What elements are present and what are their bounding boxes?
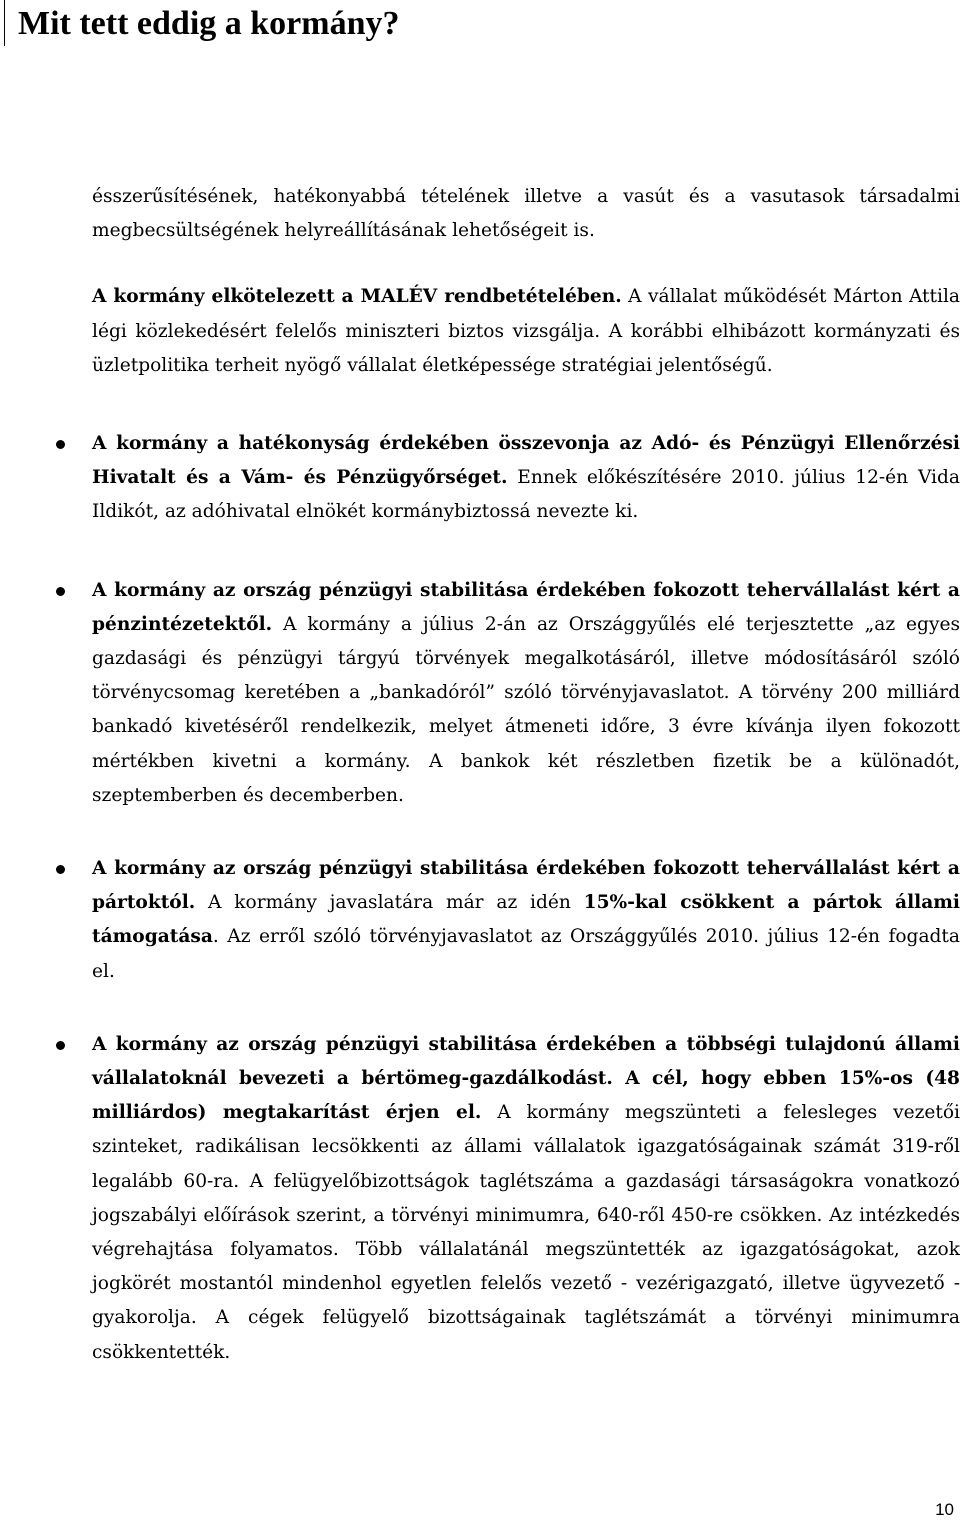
text-segment-bold: A kormány az ország pénzügyi stabilitása érdekében fokozott tehervállalást kért a pártoktól.	[92, 858, 960, 914]
bullet-item-ado-vam	[92, 427, 960, 530]
text-segment-bold: A kormány a hatékonyság érdekében összevonja az Adó- és Pénzügyi Ellenőrzési Hivatalt és a Vám- és Pénzügyőrséget.	[92, 433, 960, 489]
bullet-text	[92, 852, 960, 989]
document-body	[92, 180, 960, 1370]
text-segment: A vállalat működését Márton Attila légi közlekedésért felelős miniszteri biztos vizsgálja. A korábbi elhibázott kormányzati és üzletpolitika terheit nyögő vállalat életképessége stratégiai jelentőségű.	[92, 286, 960, 376]
bullet-dot	[56, 1041, 65, 1050]
text-segment-bold: A kormány az ország pénzügyi stabilitása érdekében a többségi tulajdonú állami vállalatoknál bevezeti a bértömeg-gazdálkodást. A cél, hogy ebben 15%-os (48 milliárdos) megtakarítást érjen el.	[92, 1033, 960, 1124]
text-segment: A kormány a július 2-án az Országgyűlés elé terjesztette „az egyes gazdasági és pénzügyi tárgyú törvények megalkotásáról, illetve módosításáról szóló törvénycsomag keretében a „bankadóról” szóló törvényjavaslatot. A törvény 200 milliárd bankadó kivetéséről rendelkezik, melyet átmeneti időre, 3 évre kívánja ilyen fokozott mértékben kivetni a kormány. A bankok két részletben fizetik be a különadót, szeptemberben és decemberben.	[92, 613, 960, 806]
text-segment-bold: 15%-kal csökkent a pártok állami támogatása	[92, 892, 960, 948]
bullet-item-bertomeg	[92, 1028, 960, 1370]
header-rule	[4, 0, 5, 46]
page-header	[0, 0, 960, 46]
bullet-dot	[56, 587, 65, 596]
page-title: Mit tett eddig a kormány?	[18, 5, 400, 42]
paragraph-malev	[92, 280, 960, 383]
bullet-item-partok	[92, 852, 960, 989]
bullet-text	[92, 574, 960, 813]
bullet-dot	[56, 865, 65, 874]
text-segment: ésszerűsítésének, hatékonyabbá tételének illetve a vasút és a vasutasok társadalmi megbecsültségének helyreállításának lehetőségeit is.	[92, 186, 960, 242]
text-segment-bold: A kormány elkötelezett a MALÉV rendbetételében.	[92, 286, 622, 308]
bullet-dot	[56, 440, 65, 449]
bullet-text	[92, 1028, 960, 1370]
text-segment: . Az erről szóló törvényjavaslatot az Országgyűlés 2010. július 12-én fogadta el.	[92, 926, 960, 982]
text-segment: A kormány megszünteti a felesleges vezetői szinteket, radikálisan lecsökkenti az állami vállalatok igazgatóságainak számát 319-ről legalább 60-ra. A felügyelőbizottságok taglétszáma a gazdasági társaságokra vonatkozó jogszabályi előírások szerint, a törvényi minimumra, 640-ről 450-re csökken. Az intézkedés végrehajtása folyamatos. Több vállalatánál megszüntették az igazgatóságokat, azok jogkörét mostantól mindenhol egyetlen felelős vezető - vezérigazgató, illetve ügyvezető - gyakorolja. A cégek felügyelő bizottságainak taglétszámát a törvényi minimumra csökkentették.	[92, 1102, 960, 1363]
paragraph-vasut	[92, 180, 960, 248]
page-number: 10	[935, 1500, 954, 1519]
text-segment-bold: A kormány az ország pénzügyi stabilitása érdekében fokozott tehervállalást kért a pénzintézetektől.	[92, 579, 960, 635]
text-segment: A kormány javaslatára már az idén	[195, 892, 584, 914]
bullet-text	[92, 427, 960, 530]
bullet-item-bankado	[92, 574, 960, 813]
text-segment: Ennek előkészítésére 2010. július 12-én Vida Ildikót, az adóhivatal elnökét kormánybiztossá nevezte ki.	[92, 467, 960, 523]
